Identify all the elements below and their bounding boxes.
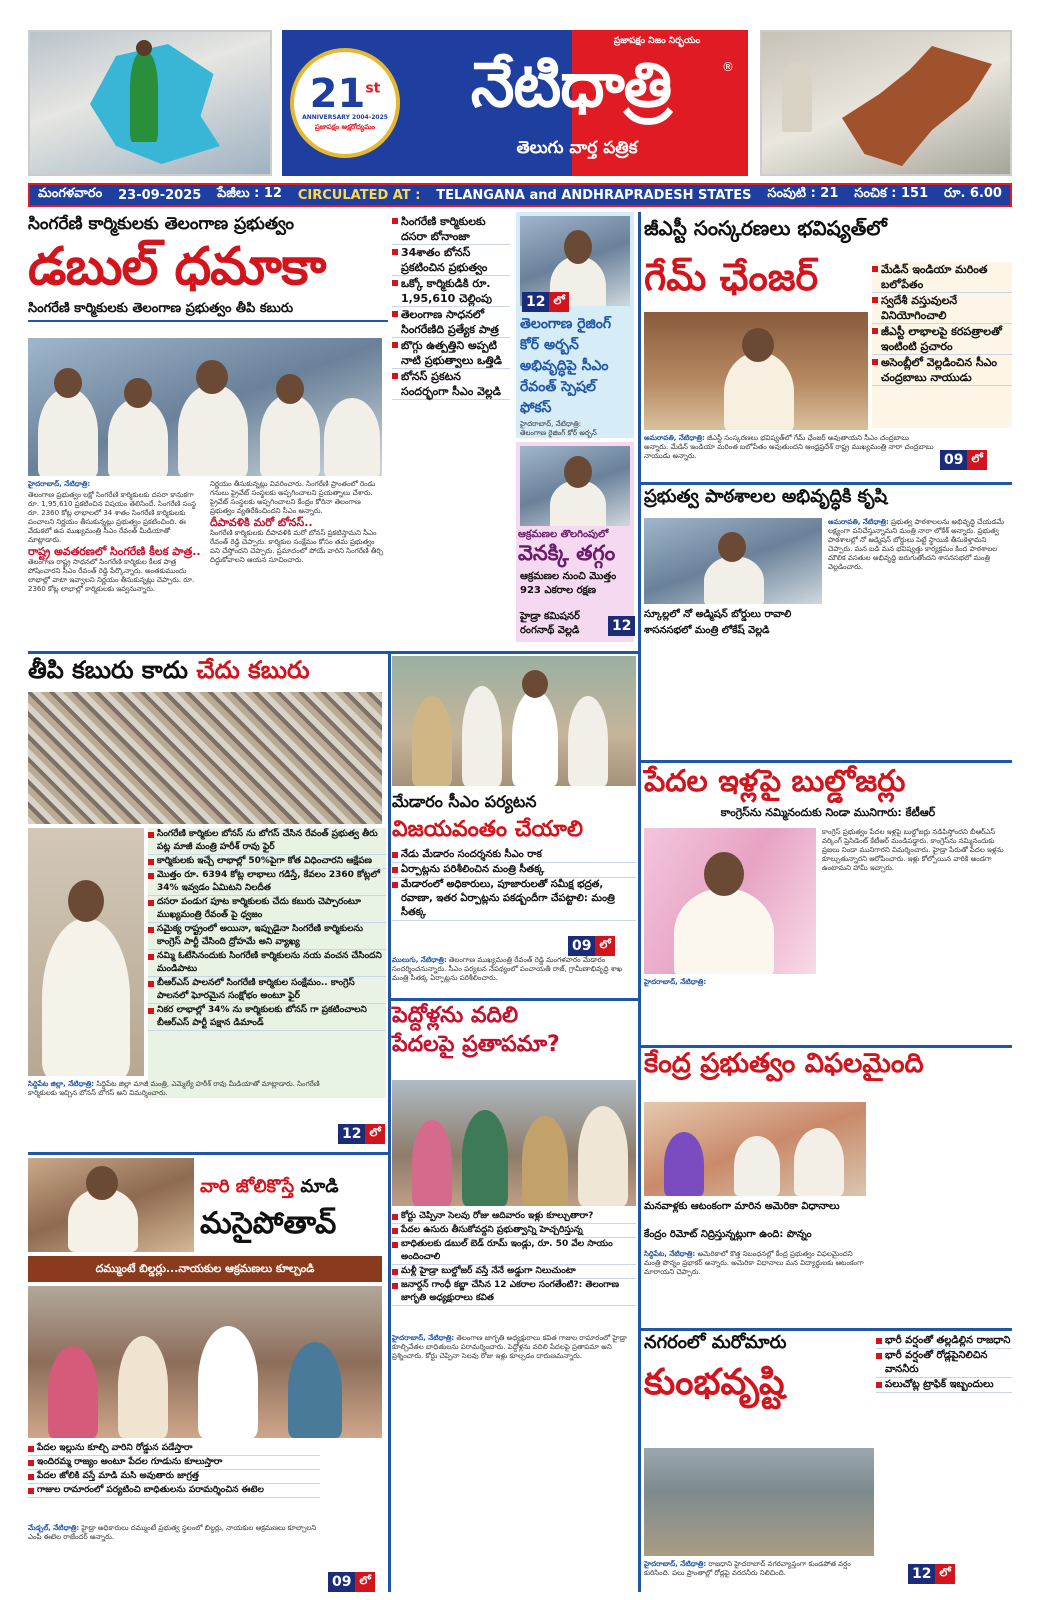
story-para: అమెరికాలో కొత్త నిబంధనల్లో కేంద్ర ప్రభుత్వం విఫలమైందని మంత్రి పొన్నం ప్రభాకర్ అన్నారు. అమెరికా విధానాలు మన విద్యార్థులకు ఆటంకంగా మారాయని చెప్పారు. <box>644 1250 864 1276</box>
story-bullet: ఆక్రమణల నుంచి మొత్తం 923 ఎకరాల రక్షణ <box>520 571 617 596</box>
story-para: జీఎస్టీ సంస్కరణలు భవిష్యత్‌లో గేమ్ ఛేంజర్ అవుతాయని సీఎం చంద్రబాబు అన్నారు. మేడిన్ ఇండియా మరింత బలోపేతం అవుతుందని ఆంధ్రప్రదేశ్ రాష్ట్ర ముఖ్యమంత్రి నారా చంద్రబాబు నాయుడు అన్నారు. <box>644 434 934 460</box>
bullet-item: పేదల జోలికి వస్తే మాడి మసి అవుతారు జాగ్రత్త <box>28 1470 320 1484</box>
anniversary-sup: st <box>365 80 381 97</box>
story-body <box>210 480 386 648</box>
story-headline: మసైపోతావ్ <box>200 1206 337 1241</box>
story-headline <box>28 658 386 683</box>
story-body <box>644 1250 866 1324</box>
story-dateline: సిద్దిపేట, నేటిధాత్రి: <box>644 1250 696 1258</box>
section-rule <box>641 482 1012 485</box>
bullet-item: గాజుల రామారంలో పర్యటించి బాధితులను పరామర్శించిన ఈటెల <box>28 1484 320 1498</box>
story-bullets-box <box>876 1334 1012 1444</box>
bullet-item: కార్మికులకు ఇచ్చే లాభాల్లో 50%పైగా కోత విధించారని ఆక్షేపణ <box>148 855 386 869</box>
story-kicker: జీఎస్టీ సంస్కరణలు భవిష్యత్‌లో <box>644 216 887 240</box>
dateline-bar <box>28 183 1012 207</box>
bullet-item: నికర లాభాల్లో 34% ను కార్మికులకు బోనస్ గా ప్రకటించాలని బీఆర్ఎస్ పార్టీ పక్షాన డిమాండ్ <box>148 1004 386 1031</box>
cm-meeting-photo <box>28 338 382 476</box>
story-dateline: హైదరాబాద్, నేటిధాత్రి: <box>520 420 582 428</box>
story-bullet: శాసనసభలో మంత్రి లోకేష్ వెల్లడి <box>644 625 770 636</box>
story-body <box>644 434 934 478</box>
bullet-item: కోర్టు చెప్పినా సెలవు రోజు ఆదివారం ఇళ్లు కూల్చుతారా? <box>392 1210 636 1224</box>
story-kicker: సింగరేణి కార్మికులకు తెలంగాణ ప్రభుత్వం <box>28 214 294 234</box>
masthead <box>28 28 1012 180</box>
bullet-list <box>392 214 510 400</box>
story-headline: ప్రభుత్వ పాఠశాలల అభివృద్ధికి కృషి <box>644 486 888 507</box>
bullet-item: మేడిన్ ఇండియా మరింత బలోపేతం <box>872 262 1012 293</box>
story-headline: కుంభవృష్టి <box>644 1362 785 1403</box>
story-dateline: హైదరాబాద్, నేటిధాత్రి: <box>392 1334 455 1342</box>
bullet-item: 34శాతం బోనస్ ప్రకటించిన ప్రభుత్వం <box>392 245 510 276</box>
story-body: కాంగ్రెస్ ప్రభుత్వం పేదల ఇళ్లపై బుల్డోజర్లు నడిపిస్తోందని బీఆర్ఎస్ వర్కింగ్ ప్రెసిడెంట్ కేటీఆర్ మండిపడ్డారు. కాంగ్రెస్‌ను నమ్మినందుకు ప్రజలు నిండా మునిగారని విమర్శించారు. హైడ్రా పేరుతో పేదల ఇళ్లను కూల్చుతున్నారని ఆరోపించారు. ఇళ్లు కోల్పోయిన వారికి అండగా ఉంటామని హామీ ఇచ్చారు. <box>822 828 1004 872</box>
section-rule <box>641 760 1012 763</box>
story-banner: దమ్ముంటే బిల్డర్లు...నాయకుల ఆక్రమణలు కూల్చండి <box>28 1256 382 1282</box>
story-rising-focus[interactable] <box>516 212 634 438</box>
masthead-title: నేటిధాత్రి <box>470 48 672 121</box>
story-para: హైడ్రా అధికారులు దమ్ముంటే ప్రభుత్వ స్థలంలో బిల్డర్లు, నాయకుల ఆక్రమణలు కూల్చాలని ఎంపీ ఈటెల రాజేందర్ అన్నారు. <box>28 1524 317 1541</box>
story-dateline: సిద్దిపేట జిల్లా, నేటిధాత్రి: <box>28 1080 95 1088</box>
bullet-item: ఇందిరమ్మ రాజ్యం అంటూ పేదల గూడును కూలుస్తారా <box>28 1456 320 1470</box>
bullet-item: మళ్లీ హైడ్రా బుల్డోజర్ వస్తే నేనే అడ్డుగా నిలుచుంటా <box>392 1265 636 1279</box>
story-para: రాజధాని హైదరాబాద్ నగరవ్యాప్తంగా కుండపోత వర్షం కురిసింది. పలు ప్రాంతాల్లో రోడ్లపై వరదనీరు నిలిచింది. <box>644 1560 851 1577</box>
story-body <box>28 1524 320 1590</box>
story-etela-warning[interactable] <box>28 1158 386 1592</box>
dateline-volume: సంపుటి : 21 <box>767 186 839 201</box>
etela-photo <box>28 1158 194 1252</box>
story-bitter-news[interactable] <box>28 656 386 1150</box>
bullet-item: ఒక్కో కార్మికుడికి రూ. 1,95,610 చెల్లింపు <box>392 276 510 307</box>
section-rule <box>28 651 638 654</box>
minister-seethakka-photo <box>392 656 636 786</box>
page-ref-badge[interactable]: 12 <box>608 616 635 636</box>
story-govt-schools[interactable] <box>644 488 1012 758</box>
headline-red: చేదు కబురు <box>196 656 310 684</box>
story-central-govt-failed[interactable] <box>644 1050 1012 1326</box>
bullet-item: సమైక్య రాష్ట్రంలో అయినా, ఇప్పుడైనా సింగరేణి కార్మికులను కాంగ్రెస్ పార్టీ చేసింది ద్రోహమే అని వ్యాఖ్య <box>148 923 386 950</box>
story-para: తెలంగాణ రాష్ట్ర సాధనలో సింగరేణి కార్మికుల కీలక పాత్ర పోషించారని సీఎం రేవంత్ రెడ్డి పేర్కొన్నారు. అంతకుముందు లాభాల్లో వాటా ఇవ్వాలని నిర్ణయం తీసుకున్నట్లు చెప్పారు. రూ. 2360 కోట్ల లాభాల్లో కార్మికులకు ఇవ్వనున్నారు. <box>28 558 195 593</box>
page-ref-badge[interactable]: 12 లో <box>522 292 569 312</box>
story-bullets-box <box>872 262 1012 428</box>
bullet-item: అసెంబ్లీలో వెల్లడించిన సీఎం చంద్రబాబు నాయుడు <box>872 355 1012 386</box>
story-headline: గేమ్ ఛేంజర్ <box>644 255 819 299</box>
story-kicker <box>200 1178 386 1197</box>
bullet-item: భారీ వర్షంతో రోడ్లపైనిలిచిన వాననీరు <box>876 1349 1012 1378</box>
section-rule <box>641 1328 1012 1331</box>
kavitha-visit-photo <box>392 1080 636 1206</box>
story-bullets-box <box>392 214 510 504</box>
story-para: సింగరేణి కార్మికులకు దీపావళికి మరో బోనస్ ప్రకటిస్తామని సీఎం రేవంత్ రెడ్డి చెప్పారు. కార్మికుల సంక్షేమం కోసం తమ ప్రభుత్వం పని చేస్తోందని చెప్పారు. ప్రమాదంలో పోయే వారిని సింగరేణి తీర్చి దిద్దుకోవాలని ఆయన సూచించారు. <box>210 529 384 564</box>
bullet-item: మొత్తం రూ. 6394 కోట్ల లాభాలు గడిస్తే, కేవలం 2360 కోట్లలో 34% ఇవ్వడం ఏమిటని నిలదీత <box>148 869 386 896</box>
harish-rao-photo <box>28 828 144 1076</box>
story-headline: డబుల్ ధమాకా <box>28 236 326 297</box>
dateline-pages: పేజీలు : 12 <box>217 186 282 201</box>
story-heavy-rain[interactable] <box>644 1334 1012 1592</box>
masthead-tagline: ప్రజాపక్షం నిజం నిర్భయం <box>613 36 701 46</box>
telangana-map-image <box>28 30 272 176</box>
bullet-item: బీఆర్ఎస్ పాలనలో సింగరేణి కార్మికుల సంక్షేమం.. కాంగ్రెస్ పాలనలో ఘోరమైన సంక్షోభం అంటూ ఫైర్ <box>148 977 386 1004</box>
story-body <box>392 956 636 994</box>
story-singareni-bonus[interactable] <box>28 212 388 650</box>
story-bullet: మనవాళ్లకు ఆటంకంగా మారిన అమెరికా విధానాలు <box>644 1201 840 1212</box>
story-bullets-box <box>392 1210 636 1330</box>
page-ref-badge[interactable]: 09 లో <box>328 1572 375 1592</box>
flood-photo <box>644 1448 874 1556</box>
story-body <box>828 518 1008 756</box>
story-medaram-visit[interactable] <box>392 656 636 996</box>
story-headline: పేదలపై ప్రతాపమా? <box>392 1032 560 1058</box>
bullet-item: సింగరేణి కార్మికుల బోనస్ ను బోగస్ చేసిన రేవంత్ ప్రభుత్వ తీరు పట్ల మాజీ మంత్రి హరీశ్ రావు ఫైర్ <box>148 828 386 855</box>
story-body <box>644 1560 874 1590</box>
story-kicker: మేడారం సీఎం పర్యటన <box>392 792 537 811</box>
story-dateline: హైదరాబాద్, నేటిధాత్రి: <box>644 1560 707 1568</box>
story-bullets-box <box>392 848 636 938</box>
bullet-item: పేదల ఉసురు తీసుకోవద్దని ప్రభుత్వాన్ని హెచ్చరిస్తున్న <box>392 1224 636 1238</box>
dateline-price: రూ. 6.00 <box>944 186 1002 201</box>
anniversary-logo <box>290 48 400 158</box>
story-para: సిద్దిపేట జిల్లా మాజీ మంత్రి, ఎమ్మెల్యే హరీశ్ రావు మీడియాతో మాట్లాడారు. సింగరేణి కార్మికులకు ఇచ్చిన బోనస్ బోగస్ అని విమర్శించారు. <box>28 1080 320 1097</box>
bullet-item: జనార్దన్ గాంధీ కబ్జా చేసిన 12 ఎకరాల సంగతేంటి?: తెలంగాణ జాగృతి అధ్యక్షురాలు కవిత <box>392 1279 636 1306</box>
headline-black: తీపి కబురు కాదు <box>28 656 188 684</box>
story-headline: పేదల ఇళ్లపై బుల్డోజర్లు <box>644 764 906 799</box>
column-rule <box>638 212 641 1592</box>
kicker-black: మాడి <box>300 1176 339 1197</box>
story-para: తెలంగాణ జాగృతి అధ్యక్షురాలు కవిత గాజుల రామారంలో హైడ్రా కూల్చివేతల బాధితులను పరామర్శించారు. పెద్దోళ్లను వదిలి పేదలపై ప్రతాపమా అని ప్రశ్నించారు. కోర్టు చెప్పినా సెలవు రోజు ఇళ్లు కూల్చడం దారుణమన్నారు. <box>392 1334 627 1360</box>
story-para: ప్రభుత్వ పాఠశాలలను అభివృద్ధి చేయడమే లక్ష్యంగా పనిచేస్తున్నామని మంత్రి నారా లోకేశ్ అన్నారు. ప్రభుత్వ పాఠశాలల్లో నో అడ్మిషన్ బోర్డులు పెట్టే స్థాయికి తీసుకెళ్తామని చెప్పారు. మన బడి మన భవిష్యత్తు కార్యక్రమం కింద పాఠశాలల మౌలిక వసతుల అభివృద్ధి జరుగుతోందని శాసనసభలో మంత్రి వెల్లడించారు. <box>828 518 1005 571</box>
ktr-photo <box>644 828 816 974</box>
bullet-list <box>392 1210 636 1306</box>
bullet-list <box>876 1334 1012 1393</box>
story-subhead: రాష్ట్ర అవతరణలో సింగరేణి కీలక పాత్ర.. <box>28 545 201 558</box>
story-body <box>28 1080 328 1146</box>
bullet-item: స్వదేశీ వస్తువులనే వినియోగించాలి <box>872 293 1012 324</box>
story-headline: తెలంగాణ రైజింగ్ కోర్ అర్బన్ అభివృద్ధిపై సీఎం రేవంత్ స్పెషల్ ఫోకస్ <box>520 316 612 416</box>
story-bulldozers[interactable] <box>644 766 1012 1042</box>
story-dateline: ములుగు, నేటిధాత్రి: <box>392 956 447 964</box>
story-bullet: హైడ్రా కమిషనర్ రంగనాథ్ వెల్లడి <box>520 611 580 636</box>
bullet-item: నమ్మి ఓటేసినందుకు సింగరేణి కార్మికులను నయ వంచన చేసిందని మండిపాటు <box>148 950 386 977</box>
story-bullets-box <box>28 1442 320 1520</box>
story-poor-targeted[interactable] <box>392 1004 636 1592</box>
story-body: తెలంగాణ రైజింగ్ కోర్ అర్బన్ <box>520 429 597 437</box>
bullet-item: మేడారంలో అధికారులు, పూజారులతో సమీక్ష భద్రత, రవాణా, ఇతర ఏర్పాట్లను పకడ్బందీగా చేపట్టాలి: మంత్రి సీతక్క <box>392 878 636 921</box>
story-body <box>28 480 204 648</box>
bullet-item: సింగరేణి కార్మికులకు దసరా బోనాంజా <box>392 214 510 245</box>
kicker-red: వారి జోలికొస్తే <box>200 1176 295 1197</box>
circulated-states: TELANGANA and ANDHRAPRADESH STATES <box>436 187 752 203</box>
circulated-label: CIRCULATED AT : <box>297 187 421 203</box>
story-dateline: హైదరాబాద్, నేటిధాత్రి: <box>28 480 91 488</box>
story-gst-game-changer[interactable] <box>644 212 1012 480</box>
ponnam-photo <box>644 1102 866 1196</box>
bullet-item: ఏర్పాట్లను పరిశీలించిన మంత్రి సీతక్క <box>392 863 636 878</box>
story-kicker: నగరంలో మరోమారు <box>644 1332 787 1353</box>
bullet-item: భారీ వర్షంతో తల్లడిల్లిన రాజధాని <box>876 1334 1012 1349</box>
anniversary-sub: ప్రజాపక్షం అక్షరోద్యమం <box>314 122 376 131</box>
bullet-item: పలుచోట్ల ట్రాఫిక్ ఇబ్బందులు <box>876 1378 1012 1393</box>
story-encroachment[interactable] <box>516 442 634 642</box>
story-deck: సింగరేణి కార్మికులకు తెలంగాణ ప్రభుత్వం తీపి కబురు <box>28 302 388 322</box>
page-ref-badge[interactable]: 12 లో <box>908 1564 955 1584</box>
minister-lokesh-photo <box>644 518 822 604</box>
section-rule <box>390 998 638 1001</box>
commissioner-photo <box>520 446 630 526</box>
column-rule <box>388 654 391 1592</box>
story-subhead: దీపావళికి మరో బోనస్.. <box>210 516 313 529</box>
story-headline: పెద్దోళ్లను వదిలి <box>392 1003 519 1028</box>
page-ref-badge[interactable]: 12 లో <box>338 1124 385 1144</box>
story-para: తెలంగాణ ముఖ్యమంత్రి రేవంత్ రెడ్డి మంగళవారం మేడారం సందర్శించనున్నారు. సీఎం పర్యటన నేపథ్యంలో పంచాయతీ రాజ్, గ్రామీణాభివృద్ధి శాఖ మంత్రి సీతక్క ఏర్పాట్లను పరిశీలించారు. <box>392 956 623 982</box>
dateline-date: 23-09-2025 <box>118 187 202 203</box>
masthead-subtitle: తెలుగు వార్త పత్రిక <box>516 138 638 158</box>
bullet-item: పేదల ఇల్లును కూల్చి వారిని రోడ్డున పడేస్తారా <box>28 1442 320 1456</box>
story-dateline: అమరావతి, నేటిధాత్రి: <box>644 434 705 442</box>
bullet-item: బోనస్ ప్రకటన సందర్భంగా సీఎం వెల్లడి <box>392 369 510 400</box>
bullet-list <box>28 1442 320 1498</box>
story-bullets-box <box>148 828 386 1098</box>
story-body <box>392 1334 636 1590</box>
andhra-map-image <box>760 30 1012 176</box>
story-bullet: కేంద్రం రిమోట్ నిద్రిస్తున్నట్లుగా ఉంది: పొన్నం <box>644 1229 812 1240</box>
story-headline: విజయవంతం చేయాలి <box>392 817 583 842</box>
story-kicker: ఆక్రమణల తొలగింపులో <box>518 529 609 540</box>
registered-mark: ® <box>722 60 734 74</box>
bullet-list <box>148 828 386 1031</box>
bullet-item: బాధితులకు డబుల్ బెడ్ రూమ్ ఇండ్లు, రూ. 50 వేల సాయం అందించాలి <box>392 1238 636 1265</box>
bullet-item: జీఎస్టీ లాభాలపై కరపత్రాలతో ఇంటింటి ప్రచారం <box>872 324 1012 355</box>
story-para: తెలంగాణ ప్రభుత్వం లక్షో సింగరేణి కార్మికులకు దసరా కానుకగా రూ. 1,95,610 ప్రకటించిన విషయం తెలిసిందే. సింగరేణి సంస్థ రూ. 2360 కోట్ల లాభాలలో 34 శాతం సింగరేణి కార్మికులకు పంచాలని నిర్ణయం తీసుకున్నట్లు ప్రభుత్వం ప్రకటించింది. ఈ వేడుకలో ఉప ముఖ్యమంత్రి సీఎం రేవంత్ మీడియాతో మాట్లాడారు. <box>28 491 197 544</box>
story-dateline: హైదరాబాద్, నేటిధాత్రి: <box>644 978 707 986</box>
story-dateline: మేడ్చల్, నేటిధాత్రి: <box>28 1524 80 1532</box>
victims-crowd-photo <box>28 1286 382 1438</box>
bullet-item: నేడు మేడారం సందర్శనకు సీఎం రాక <box>392 848 636 863</box>
bullet-list <box>872 262 1012 386</box>
bullet-item: బొగ్గు ఉత్పత్తిని అప్పటి నాటి ప్రభుత్వాలు ఒత్తిడి <box>392 338 510 369</box>
anniversary-text: ANNIVERSARY 2004-2025 <box>302 113 388 121</box>
story-bullet: స్కూల్లలో నో అడ్మిషన్ బోర్డులు రావాలి <box>644 609 792 620</box>
bullet-list <box>392 848 636 921</box>
page-ref-badge[interactable]: 09 లో <box>568 936 615 956</box>
bullet-item: దసరా పండుగ పూట కార్మికులకు చేదు కబురు చెప్పారంటూ ముఖ్యమంత్రి రేవంత్ పై ధ్వజం <box>148 896 386 923</box>
masthead-banner <box>282 30 748 176</box>
section-rule <box>28 1152 388 1155</box>
story-body <box>644 978 816 1040</box>
dateline-issue: సంచిక : 151 <box>854 186 929 201</box>
assembly-photo <box>644 312 868 430</box>
workers-crowd-photo <box>28 692 382 824</box>
dateline-day: మంగళవారం <box>38 186 103 201</box>
anniversary-number: 21 <box>309 70 366 117</box>
page-ref-badge[interactable]: 09 లో <box>940 450 987 470</box>
story-dateline: అమరావతి, నేటిధాత్రి: <box>828 518 889 526</box>
story-headline: కేంద్ర ప్రభుత్వం విఫలమైంది <box>644 1048 924 1079</box>
story-kicker: కాంగ్రెస్‌ను నమ్మినందుకు నిండా మునిగారు: కేటీఆర్ <box>720 806 936 819</box>
story-headline: వెనక్కి తగ్గం <box>518 541 616 565</box>
bullet-item: తెలంగాణ సాధనలో సింగరేణిది ప్రత్యేక పాత్ర <box>392 307 510 338</box>
story-para: నిర్ణయం తీసుకున్నట్లు వివరించారు. సింగరేణి ప్రాంతంలో రెండు గనులు ప్రైవేట్ సంస్థలకు అప్పగించాలని ప్రయత్నాలు చేశారు. ప్రైవేట్ సంస్థలకు అప్పగించాలని కేంద్రం కోరినా తెలంగాణ ప్రభుత్వం వ్యతిరేకించిందని సీఎం అన్నారు. <box>210 480 376 515</box>
